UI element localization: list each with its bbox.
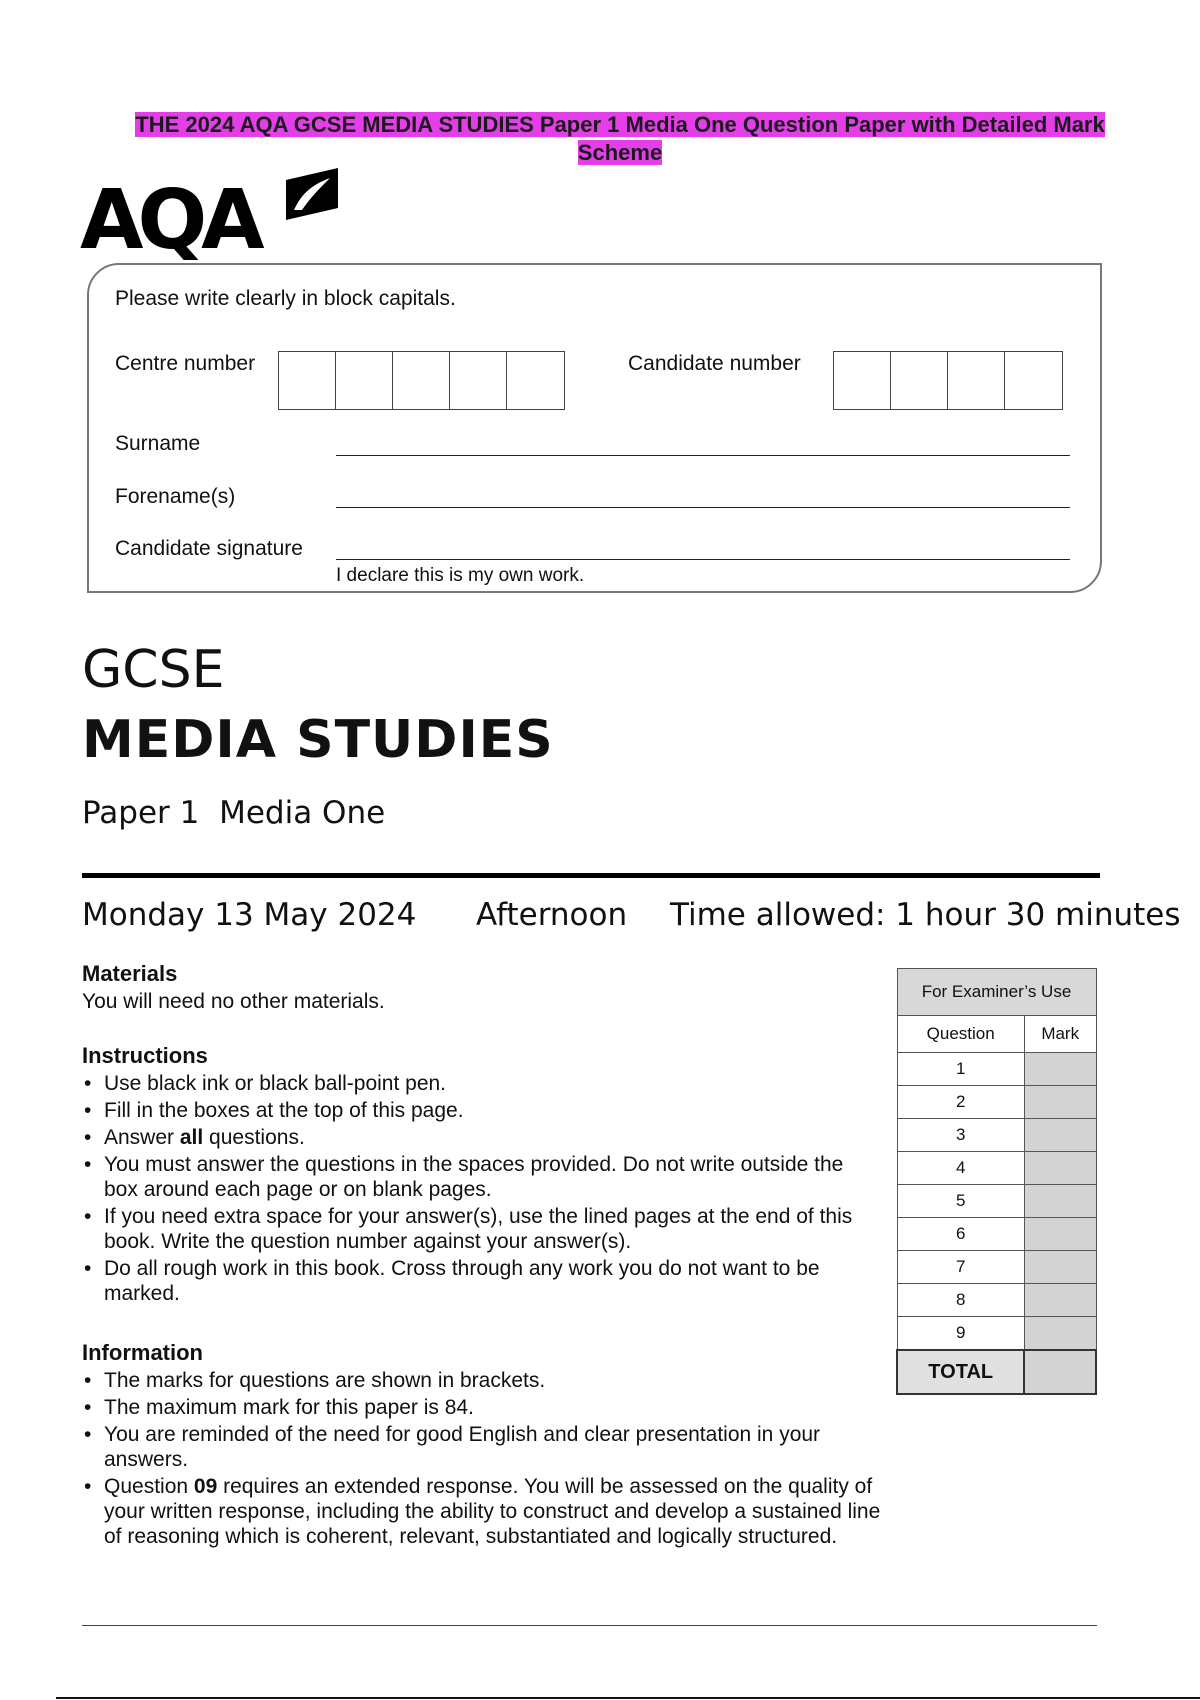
mark-cell[interactable] bbox=[1024, 1053, 1096, 1086]
candidate-digit-box[interactable] bbox=[891, 352, 948, 409]
centre-digit-box[interactable] bbox=[450, 352, 507, 409]
candidate-digit-box[interactable] bbox=[834, 352, 891, 409]
question-number: 3 bbox=[897, 1119, 1024, 1152]
aqa-logo bbox=[80, 160, 350, 268]
title-divider bbox=[82, 873, 1100, 878]
paper-title: Paper 1 Media One bbox=[82, 795, 386, 831]
answer-all-pre: Answer bbox=[104, 1126, 180, 1149]
question-number: 7 bbox=[897, 1251, 1024, 1284]
mark-cell[interactable] bbox=[1024, 1119, 1096, 1152]
list-item: • If you need extra space for your answer(s), use the lined pages at the end of this book. Write the question number against your answer(s). bbox=[82, 1204, 882, 1254]
instructions-heading: Instructions bbox=[82, 1043, 208, 1068]
list-item: • Use black ink or black ball-point pen. bbox=[82, 1071, 882, 1096]
list-item: • Do all rough work in this book. Cross through any work you do not want to be marked. bbox=[82, 1256, 882, 1306]
question-number: 9 bbox=[897, 1317, 1024, 1351]
page-edge-line bbox=[56, 1697, 1200, 1699]
centre-number-boxes[interactable] bbox=[278, 351, 565, 410]
question-number: 4 bbox=[897, 1152, 1024, 1185]
list-item: • The maximum mark for this paper is 84. bbox=[82, 1395, 882, 1420]
aqa-leaf-icon bbox=[280, 164, 342, 226]
mark-cell[interactable] bbox=[1024, 1284, 1096, 1317]
information-heading: Information bbox=[82, 1340, 203, 1365]
forenames-label: Forename(s) bbox=[115, 485, 236, 508]
centre-digit-box[interactable] bbox=[279, 352, 336, 409]
qualification-title: GCSE bbox=[82, 640, 225, 700]
mark-cell[interactable] bbox=[1024, 1086, 1096, 1119]
question-number: 6 bbox=[897, 1218, 1024, 1251]
candidate-digit-box[interactable] bbox=[948, 352, 1005, 409]
mark-cell[interactable] bbox=[1024, 1218, 1096, 1251]
signature-label: Candidate signature bbox=[115, 537, 303, 560]
mark-cell[interactable] bbox=[1024, 1152, 1096, 1185]
surname-line[interactable] bbox=[336, 455, 1070, 456]
list-item: • You must answer the questions in the spaces provided. Do not write outside the box around each page or on blank pages. bbox=[82, 1152, 882, 1202]
centre-digit-box[interactable] bbox=[393, 352, 450, 409]
answer-all-bold: all bbox=[179, 1126, 204, 1149]
logo-text: AQA bbox=[80, 173, 259, 268]
question-number: 5 bbox=[897, 1185, 1024, 1218]
list-item: • Fill in the boxes at the top of this page. bbox=[82, 1098, 882, 1123]
materials-text: You will need no other materials. bbox=[82, 990, 385, 1013]
extended-post: requires an extended response. You will be assessed on the quality of your written response, including the ability to construct and develop a sustained line of reasoning which is coherent, relevant, substantiated and logically structured. bbox=[104, 1475, 881, 1548]
list-item bbox=[82, 1474, 882, 1549]
centre-digit-box[interactable] bbox=[507, 352, 564, 409]
document-banner bbox=[80, 111, 1160, 167]
banner-line-1: THE 2024 AQA GCSE MEDIA STUDIES Paper 1 Media One Question Paper with Detailed Mark bbox=[135, 112, 1105, 137]
list-item: • You are reminded of the need for good English and clear presentation in your answers. bbox=[82, 1422, 882, 1472]
question-number: 1 bbox=[897, 1053, 1024, 1086]
exam-date: Monday 13 May 2024 bbox=[82, 897, 417, 933]
list-item bbox=[82, 1125, 882, 1150]
exam-session: Afternoon bbox=[476, 897, 628, 933]
signature-line[interactable] bbox=[336, 559, 1070, 560]
banner-line-2: Scheme bbox=[577, 140, 663, 165]
total-label: TOTAL bbox=[897, 1350, 1024, 1394]
footer-divider bbox=[82, 1625, 1097, 1626]
extended-pre: Question bbox=[104, 1475, 194, 1498]
answer-all-post: questions. bbox=[203, 1126, 305, 1149]
centre-number-label: Centre number bbox=[115, 352, 256, 375]
information-list bbox=[82, 1368, 882, 1551]
mark-cell[interactable] bbox=[1024, 1251, 1096, 1284]
block-capitals-instruction: Please write clearly in block capitals. bbox=[115, 287, 456, 310]
candidate-number-label: Candidate number bbox=[628, 352, 801, 375]
centre-digit-box[interactable] bbox=[336, 352, 393, 409]
list-item: • The marks for questions are shown in brackets. bbox=[82, 1368, 882, 1393]
examiner-use-table bbox=[896, 968, 1097, 1395]
mark-cell[interactable] bbox=[1024, 1185, 1096, 1218]
question-number: 2 bbox=[897, 1086, 1024, 1119]
question-column-header: Question bbox=[897, 1016, 1024, 1053]
question-number: 8 bbox=[897, 1284, 1024, 1317]
instructions-list bbox=[82, 1071, 882, 1308]
time-allowed: Time allowed: 1 hour 30 minutes bbox=[670, 897, 1181, 933]
examiner-table-title: For Examiner’s Use bbox=[897, 969, 1096, 1016]
total-mark-cell[interactable] bbox=[1024, 1350, 1096, 1394]
materials-heading: Materials bbox=[82, 961, 178, 986]
declaration-text: I declare this is my own work. bbox=[336, 565, 585, 586]
mark-column-header: Mark bbox=[1024, 1016, 1096, 1053]
candidate-number-boxes[interactable] bbox=[833, 351, 1063, 410]
mark-cell[interactable] bbox=[1024, 1317, 1096, 1351]
extended-bold: 09 bbox=[193, 1475, 218, 1498]
forenames-line[interactable] bbox=[336, 507, 1070, 508]
candidate-digit-box[interactable] bbox=[1005, 352, 1062, 409]
subject-title: MEDIA STUDIES bbox=[82, 710, 554, 770]
surname-label: Surname bbox=[115, 432, 201, 455]
